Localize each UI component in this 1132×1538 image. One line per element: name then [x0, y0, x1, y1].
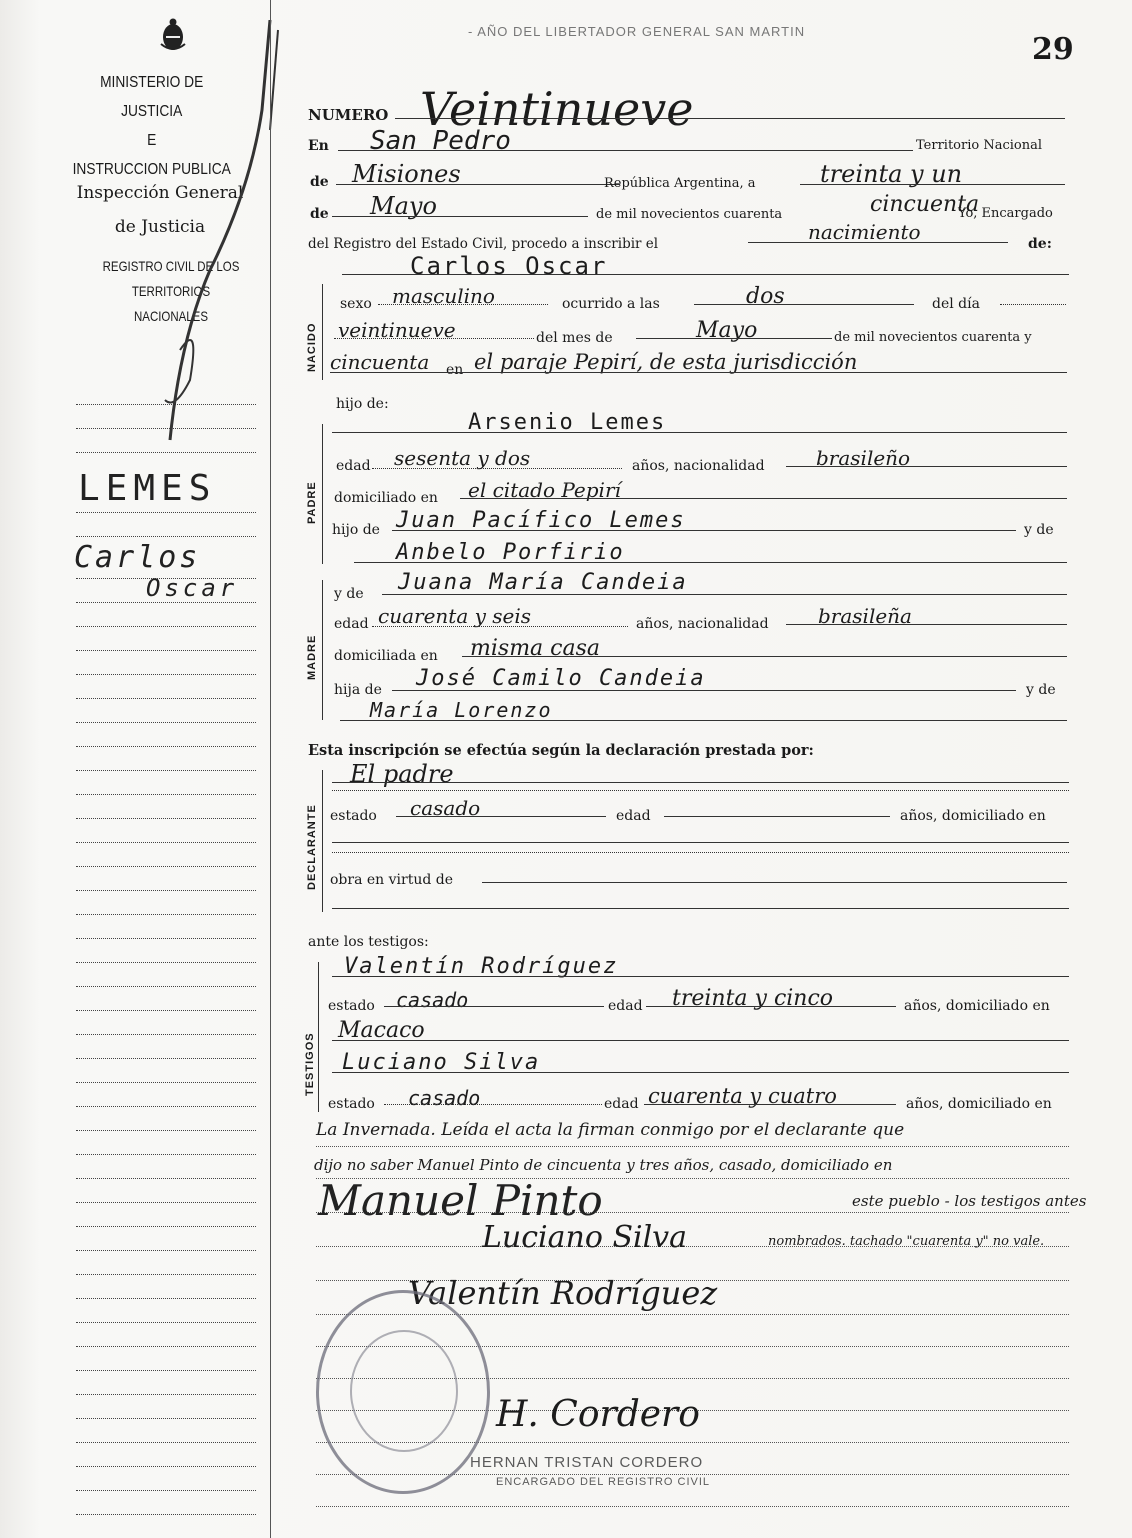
madre-edad-line [372, 626, 628, 627]
t2-estado-label: estado [328, 1096, 375, 1112]
nombre-line [342, 274, 1069, 275]
t1-estado-label: estado [328, 998, 375, 1014]
testigos-side-label: TESTIGOS [304, 1032, 316, 1096]
folio-number: 29 [1032, 32, 1074, 67]
declarante-obra-line2 [332, 908, 1069, 909]
padre-bracket [322, 424, 323, 564]
ministry-line-2: E [147, 132, 157, 149]
declarante-intro: Esta inscripción se efectúa según la declaración prestada por: [308, 742, 814, 759]
mes-value: Mayo [370, 192, 437, 220]
madre-hija-value: José Camilo Candeia [416, 666, 706, 691]
padre-side-label: PADRE [306, 481, 318, 524]
territorio-line [336, 184, 620, 185]
registry-line-1: REGISTRO CIVIL DE LOS [102, 258, 240, 274]
registro-label: del Registro del Estado Civil, procedo a inscribir el [308, 236, 659, 252]
ministry-line-1: MINISTERIO DE JUSTICIA [100, 74, 204, 120]
padre-hijo-value: Juan Pacífico Lemes [396, 508, 686, 533]
hora-line [694, 304, 914, 305]
declarante-edad-label: edad [616, 808, 651, 824]
t1-edad-label: edad [608, 998, 643, 1014]
t1-estado-value: casado [396, 988, 469, 1012]
declarante-estado-value: casado [410, 796, 481, 820]
padre-hijo-line [392, 530, 1016, 531]
del-dia-line [1000, 304, 1066, 305]
note-line-4: nombrados. tachado "cuarenta y" no vale. [768, 1234, 1045, 1249]
margin-given-name-2: Oscar [146, 574, 239, 602]
de3-label: de: [1028, 236, 1052, 252]
declarante-obra-label: obra en virtud de [330, 872, 454, 888]
declarante-bracket [322, 770, 323, 912]
t2-edad-line [644, 1104, 896, 1105]
t1-nombre-value: Valentín Rodríguez [344, 954, 619, 979]
t2-edad-value: cuarenta y cuatro [648, 1084, 837, 1108]
padre-hijo-label: hijo de [332, 522, 380, 538]
mes-line [332, 216, 588, 217]
madre-madre-line [340, 720, 1067, 721]
declarante-estado-label: estado [330, 808, 377, 824]
padre-edad-value: sesenta y dos [394, 446, 531, 470]
padre-edad-line [372, 468, 622, 469]
testigos-intro: ante los testigos: [308, 934, 429, 950]
madre-side-label: MADRE [306, 634, 318, 680]
nacido-dia-value: veintinueve [338, 318, 456, 342]
lugar-value: el paraje Pepirí, de esta jurisdicción [474, 350, 858, 374]
declarante-obra-line [482, 882, 1067, 883]
madre-domicilio-line [462, 656, 1067, 657]
yo-label: Yo, Encargado [958, 206, 1053, 221]
padre-domicilio-label: domiciliado en [334, 490, 438, 506]
declarante-domicilio-line [332, 842, 1069, 843]
anio-value: cincuenta [870, 192, 980, 217]
madre-hija-label: hija de [334, 682, 382, 698]
declarante-domicilio-line2 [332, 852, 1069, 853]
sexo-line [378, 304, 548, 305]
inspection-line-1: Inspección General [76, 183, 244, 203]
official-stamp-name: HERNAN TRISTAN CORDERO [470, 1454, 704, 1471]
signature-valentin-rodriguez: Valentín Rodríguez [408, 1274, 718, 1312]
padre-domicilio-value: el citado Pepirí [468, 478, 621, 502]
dia-value: treinta y un [820, 160, 963, 188]
padre-domicilio-line [460, 498, 1067, 499]
declarante-nombre-line [332, 782, 1069, 783]
territorio-label: Territorio Nacional [916, 138, 1042, 153]
en-line [338, 150, 913, 151]
numero-label: NUMERO [308, 106, 389, 124]
del-mes-label: del mes de [536, 330, 613, 346]
t1-nombre-line [332, 976, 1069, 977]
lugar-label: en [446, 362, 464, 378]
territorio-value: Misiones [352, 160, 461, 188]
nacido-dia-line [334, 338, 534, 339]
acto-line [748, 242, 1008, 243]
signature-luciano-silva: Luciano Silva [482, 1220, 688, 1255]
madre-y-de2-label: y de [1026, 682, 1056, 698]
year-banner: - AÑO DEL LIBERTADOR GENERAL SAN MARTIN [468, 24, 806, 39]
declarante-anios-label: años, domiciliado en [900, 808, 1046, 824]
nacido-mes-line [636, 338, 832, 339]
madre-hija-line [392, 690, 1016, 691]
ministry-line-3: INSTRUCCION PUBLICA [72, 161, 231, 178]
padre-anios-label: años, nacionalidad [632, 458, 765, 474]
en-label: En [308, 138, 329, 154]
hijo-de-label: hijo de: [336, 396, 389, 412]
madre-nombre-line [382, 594, 1067, 595]
ocurrido-label: ocurrido a las [562, 296, 660, 312]
t2-anios-label: años, domiciliado en [906, 1096, 1052, 1112]
registry-line-2: TERRITORIOS NACIONALES [131, 283, 211, 324]
padre-nacionalidad-value: brasileño [816, 446, 911, 470]
madre-anios-label: años, nacionalidad [636, 616, 769, 632]
t2-nombre-value: Luciano Silva [342, 1050, 541, 1075]
t1-domicilio-value: Macaco [338, 1018, 425, 1043]
official-stamp-title: ENCARGADO DEL REGISTRO CIVIL [496, 1476, 711, 1488]
madre-nombre-value: Juana María Candeia [398, 570, 688, 595]
t2-edad-label: edad [604, 1096, 639, 1112]
anio-label: de mil novecientos cuarenta [596, 207, 783, 222]
padre-madre-value: Anbelo Porfirio [396, 540, 625, 565]
sexo-label: sexo [340, 296, 372, 312]
hora-value: dos [746, 284, 785, 309]
inspection-line-2: de Justicia [114, 217, 206, 237]
declarante-nombre-value: El padre [350, 760, 454, 788]
acto-value: nacimiento [808, 220, 921, 244]
dia-line [800, 184, 1065, 185]
margin-given-name-1: Carlos [74, 540, 201, 575]
testigos-bracket [318, 962, 319, 1112]
numero-line [395, 118, 1065, 119]
signature-cordero: H. Cordero [496, 1394, 700, 1435]
madre-bracket [322, 580, 323, 720]
note-line-1: La Invernada. Leída el acta la firman conmigo por el declarante que [316, 1120, 905, 1140]
column-divider [270, 0, 271, 1538]
nombre-value: Carlos Oscar [410, 252, 608, 280]
madre-domicilio-label: domiciliada en [334, 648, 438, 664]
en-value: San Pedro [370, 126, 511, 156]
madre-nacionalidad-line [786, 624, 1067, 625]
t1-edad-line [646, 1006, 896, 1007]
margin-signature-stroke [150, 20, 290, 450]
t2-estado-line [384, 1104, 602, 1105]
declarante-nombre-line2 [332, 790, 1069, 791]
padre-y-de-label: y de [1024, 522, 1054, 538]
del-dia-label: del día [932, 296, 980, 312]
margin-surname: LEMES [78, 468, 217, 509]
padre-nombre-line [332, 432, 1067, 433]
note-line-3: este pueblo - los testigos antes [852, 1192, 1087, 1210]
padre-madre-line [354, 562, 1067, 563]
numero-value: Veintinueve [420, 82, 694, 136]
madre-madre-value: María Lorenzo [370, 698, 553, 722]
declarante-side-label: DECLARANTE [306, 804, 318, 890]
t2-estado-value: casado [408, 1086, 481, 1110]
t1-domicilio-line [332, 1040, 1069, 1041]
padre-nombre-value: Arsenio Lemes [468, 410, 667, 435]
t1-edad-value: treinta y cinco [672, 986, 834, 1011]
madre-edad-label: edad [334, 616, 369, 632]
republica-label: República Argentina, a [604, 176, 756, 191]
madre-edad-value: cuarenta y seis [378, 604, 532, 628]
declarante-edad-line [664, 816, 890, 817]
t1-anios-label: años, domiciliado en [904, 998, 1050, 1014]
nacido-side-label: NACIDO [306, 322, 318, 372]
sexo-value: masculino [392, 284, 495, 308]
madre-y-de-label: y de [334, 586, 364, 602]
t1-estado-line [384, 1006, 604, 1007]
madre-nacionalidad-value: brasileña [818, 604, 912, 628]
t2-nombre-line [332, 1072, 1069, 1073]
official-seal-inner [350, 1330, 458, 1452]
nacido-anio-value: cincuenta [330, 350, 430, 374]
madre-domicilio-value: misma casa [470, 636, 601, 661]
de2-label: de [310, 206, 329, 222]
lugar-line [330, 372, 1067, 373]
padre-nacionalidad-line [786, 466, 1067, 467]
signature-manuel-pinto: Manuel Pinto [318, 1176, 603, 1225]
nacido-mes-value: Mayo [696, 318, 758, 343]
nacido-bracket [322, 284, 323, 380]
declarante-estado-line [396, 816, 606, 817]
de-label: de [310, 174, 329, 190]
note-line-2: dijo no saber Manuel Pinto de cincuenta y tres años, casado, domiciliado en [314, 1156, 893, 1174]
padre-edad-label: edad [336, 458, 371, 474]
mil-label: de mil novecientos cuarenta y [834, 330, 1032, 345]
